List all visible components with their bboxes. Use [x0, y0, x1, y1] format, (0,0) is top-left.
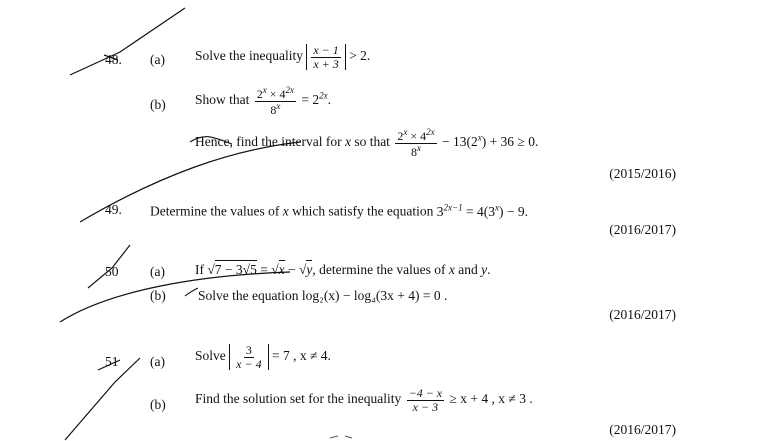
part-label-48a: (a) [150, 52, 165, 67]
q48b-numerator: $2^x \times 4^{2x}$ [256, 85, 295, 101]
q48a-rhs: > 2. [349, 48, 371, 64]
q49-equation: $3^{2x-1} = 4(3^x) - 9$. [436, 202, 528, 219]
question-48a [195, 44, 370, 70]
part-label-50a: (a) [150, 264, 165, 279]
question-50a: If √7 − 3√5 = √x − √y, determine the values of x and y. [195, 262, 491, 277]
q48b-denominator: 8$^x$ [270, 100, 281, 117]
question-50b: Solve the equation log₂(x) − log₄(3x + 4) = 0 . [198, 288, 448, 303]
part-label-48b: (b) [150, 97, 166, 112]
q48a-text: Solve the inequality [195, 48, 303, 64]
question-48b [195, 86, 331, 116]
question-48-hence: Hence, find the interval for x so that $\frac{2^x \times 4^{2x}}{8^x}$ − $13(2^x) + 36 \ge 0$. [195, 127, 539, 159]
q48a-denominator: x + 3 [313, 56, 339, 71]
q48-hence-fraction: $\frac{2^x \times 4^{2x}}{8^x}$ [397, 127, 435, 159]
q48b-text: Show that [195, 92, 250, 108]
q51b-fraction: $\frac{-4 - x}{x - 3}$ [408, 386, 443, 414]
year-50: (2016/2017) [609, 307, 676, 322]
year-49: (2016/2017) [609, 222, 676, 237]
question-number-49: 49. [105, 202, 122, 217]
year-48: (2015/2016) [609, 166, 676, 181]
q51a-absolute-value: $\frac{3}{x - 4}$ [229, 344, 268, 370]
q48b-rhs: = $2^{2x}$. [301, 90, 332, 108]
question-51b: Find the solution set for the inequality $\frac{-4 - x}{x - 3}$ ≥ x + 4 , x ≠ 3 . [195, 386, 533, 414]
question-49: Determine the values of x which satisfy the equation $3^{2x-1} = 4(3^x) - 9$. [150, 202, 528, 219]
question-number-51: 51 [105, 354, 119, 369]
q48a-absolute-value [306, 44, 345, 70]
part-label-51a: (a) [150, 354, 165, 369]
q50b-equation: log₂(x) − log₄(3x + 4) = 0 . [301, 288, 448, 303]
q48b-fraction [255, 86, 296, 116]
question-number-50: 50 [105, 264, 119, 279]
part-label-50b: (b) [150, 288, 166, 303]
question-51a: Solve $\frac{3}{x - 4}$ = 7 , x ≠ 4. [195, 343, 331, 371]
year-51: (2016/2017) [609, 422, 676, 437]
part-label-51b: (b) [150, 397, 166, 412]
q48a-numerator: x − 1 [313, 43, 339, 57]
q48a-fraction [311, 44, 340, 70]
question-number-48: 48. [105, 52, 122, 67]
